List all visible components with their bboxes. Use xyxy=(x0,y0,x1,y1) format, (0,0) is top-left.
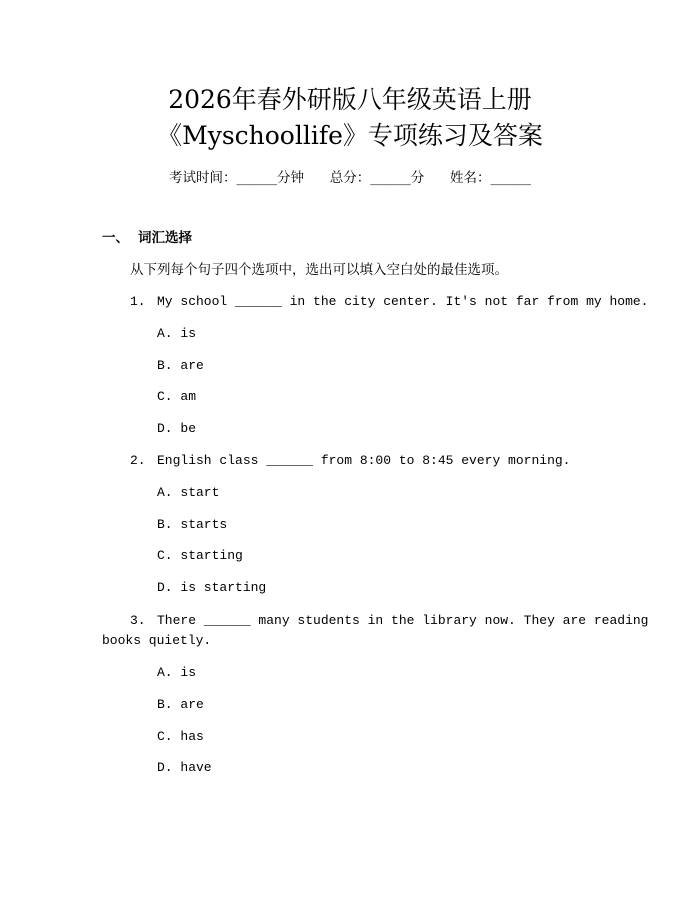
question-text: There ______ many students in the library now. They are reading xyxy=(157,613,649,628)
option-2d: D. is starting xyxy=(157,580,267,595)
total-score-label: 总分：______分 xyxy=(329,170,425,186)
option-3c: C. has xyxy=(157,729,204,744)
question-1 xyxy=(130,292,648,312)
exam-info xyxy=(0,169,700,187)
option-3d: D. have xyxy=(157,760,212,775)
name-label: 姓名：______ xyxy=(450,170,531,186)
question-number: 1. xyxy=(130,294,146,309)
document-title-line-2: 《Myschoollife》专项练习及答案 xyxy=(157,121,543,150)
option-3b: B. are xyxy=(157,697,204,712)
section-instruction: 从下列每个句子四个选项中，选出可以填入空白处的最佳选项。 xyxy=(130,262,508,278)
exam-time-label: 考试时间：______分钟 xyxy=(169,170,304,186)
section-heading xyxy=(102,229,192,247)
section-title: 词汇选择 xyxy=(138,230,192,246)
option-2b: B. starts xyxy=(157,517,228,532)
question-number: 2. xyxy=(130,453,146,468)
option-1d: D. be xyxy=(157,421,197,436)
document-title-line-1: 2026年春外研版八年级英语上册 xyxy=(168,85,532,114)
question-3 xyxy=(102,611,649,651)
question-text: English class ______ from 8:00 to 8:45 every morning. xyxy=(157,453,571,468)
question-text: My school ______ in the city center. It's not far from my home. xyxy=(157,294,649,309)
option-3a: A. is xyxy=(157,665,197,680)
section-number: 一、 xyxy=(102,230,129,246)
question-2 xyxy=(130,451,570,471)
question-number: 3. xyxy=(130,613,146,628)
question-text-line-2: books quietly. xyxy=(102,633,212,648)
question-text-line-1 xyxy=(102,611,649,631)
option-2a: A. start xyxy=(157,485,220,500)
option-1a: A. is xyxy=(157,326,197,341)
option-1c: C. am xyxy=(157,389,197,404)
option-1b: B. are xyxy=(157,358,204,373)
option-2c: C. starting xyxy=(157,548,243,563)
